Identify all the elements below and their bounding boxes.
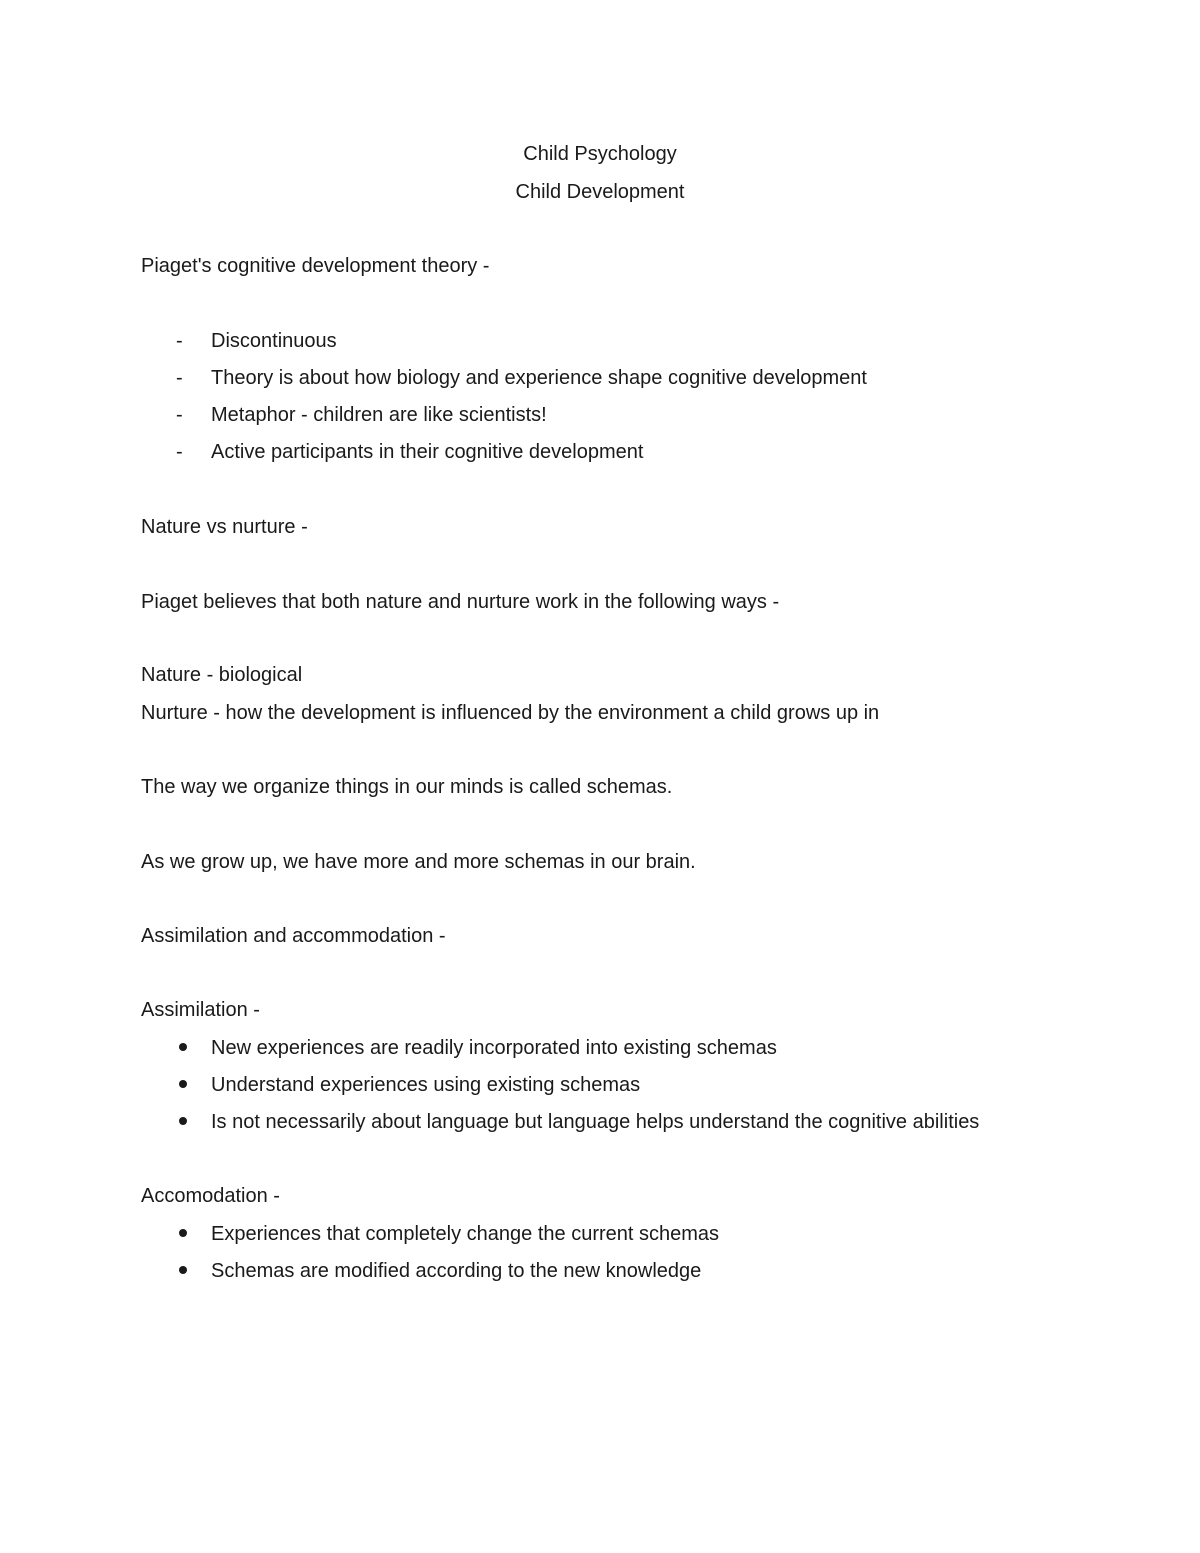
list-item-text: Discontinuous (211, 330, 337, 352)
dash-marker: - (176, 367, 183, 389)
dash-marker: - (176, 404, 183, 426)
accomodation-heading: Accomodation - (141, 1185, 280, 1207)
list-item-text: Metaphor - children are like scientists! (211, 404, 547, 426)
list-item (176, 1073, 640, 1097)
list-item-text: Active participants in their cognitive development (211, 441, 644, 463)
list-item (176, 366, 867, 390)
bullet-icon (179, 1117, 187, 1125)
list-item (176, 329, 337, 353)
assimilation-heading: Assimilation - (141, 999, 260, 1021)
list-item (176, 1259, 701, 1283)
list-item (176, 1110, 979, 1134)
list-item (176, 403, 547, 427)
list-item-text: Is not necessarily about language but language helps understand the cognitive abilities (211, 1111, 980, 1133)
bullet-icon (179, 1266, 187, 1274)
piaget-heading: Piaget's cognitive development theory - (141, 255, 490, 277)
list-item (176, 1222, 719, 1246)
list-item-text: Schemas are modified according to the new knowledge (211, 1260, 702, 1282)
list-item-text: Theory is about how biology and experience shape cognitive development (211, 367, 867, 389)
nature-vs-nurture-heading: Nature vs nurture - (141, 516, 308, 538)
dash-marker: - (176, 330, 183, 352)
document-title: Child Psychology (523, 143, 677, 165)
bullet-icon (179, 1080, 187, 1088)
list-item (176, 440, 643, 464)
grow-up-line: As we grow up, we have more and more schemas in our brain. (141, 851, 696, 873)
bullet-icon (179, 1043, 187, 1051)
list-item (176, 1036, 777, 1060)
list-item-text: New experiences are readily incorporated into existing schemas (211, 1037, 777, 1059)
document-subtitle: Child Development (515, 181, 685, 203)
list-item-text: Experiences that completely change the current schemas (211, 1223, 720, 1245)
dash-marker: - (176, 441, 183, 463)
nurture-line: Nurture - how the development is influenced by the environment a child grows up in (141, 702, 880, 724)
piaget-believes-text: Piaget believes that both nature and nurture work in the following ways - (141, 591, 780, 613)
schemas-line: The way we organize things in our minds is called schemas. (141, 776, 673, 798)
list-item-text: Understand experiences using existing schemas (211, 1074, 641, 1096)
nature-line: Nature - biological (141, 664, 303, 686)
bullet-icon (179, 1229, 187, 1237)
assimilation-accommodation-heading: Assimilation and accommodation - (141, 925, 446, 947)
